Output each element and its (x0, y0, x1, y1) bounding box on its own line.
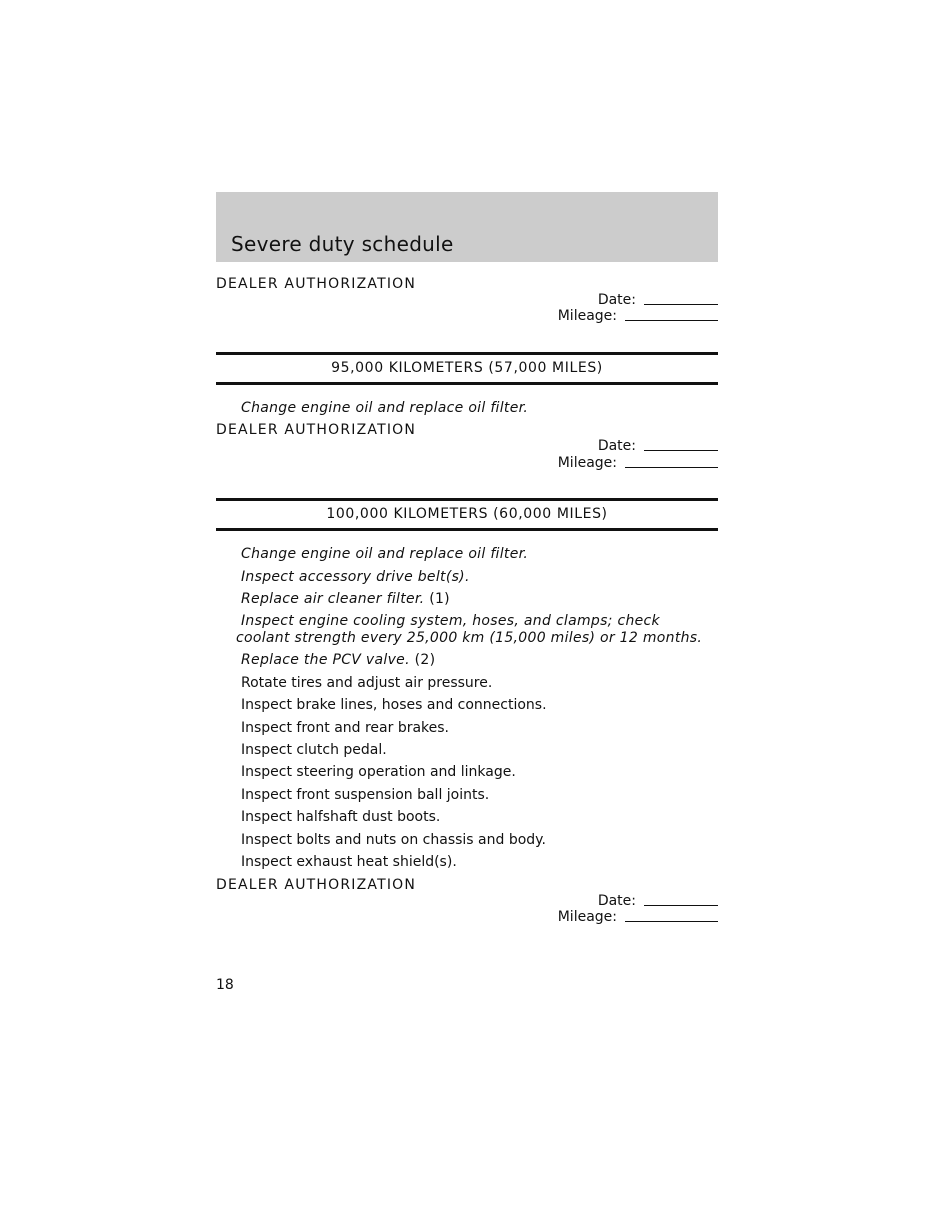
list-item: Inspect brake lines, hoses and connections. (241, 697, 547, 713)
list-item: Inspect bolts and nuts on chassis and body. (241, 832, 546, 848)
mileage-field (558, 909, 718, 925)
dealer-authorization-label: DEALER AUTHORIZATION (216, 422, 417, 438)
date-blank-line (644, 904, 718, 906)
list-item: Inspect clutch pedal. (241, 742, 387, 758)
list-item: Change engine oil and replace oil filter. (241, 546, 529, 562)
list-item: Inspect engine cooling system, hoses, and clamps; check coolant strength every 25,000 km (15,000 miles) or 12 months. (236, 613, 703, 646)
section-rule-bottom (216, 382, 718, 385)
section-rule-bottom (216, 528, 718, 531)
dealer-authorization-label: DEALER AUTHORIZATION (216, 276, 417, 292)
section-rule-top (216, 498, 718, 501)
list-item: Inspect front suspension ball joints. (241, 787, 490, 803)
page-number: 18 (216, 977, 234, 993)
section-title: 100,000 KILOMETERS (60,000 MILES) (326, 506, 608, 522)
footnote-ref: (2) (414, 652, 436, 668)
list-item: Inspect exhaust heat shield(s). (241, 854, 457, 870)
date-field (598, 292, 718, 308)
dealer-authorization-label: DEALER AUTHORIZATION (216, 877, 417, 893)
footnote-ref: (1) (429, 591, 450, 607)
date-blank-line (644, 303, 718, 305)
page-title: Severe duty schedule (231, 232, 454, 256)
list-item: Inspect steering operation and linkage. (241, 764, 516, 780)
date-label: Date: (597, 292, 636, 308)
section-rule-top (216, 352, 718, 355)
date-label: Date: (597, 438, 636, 454)
list-item: Replace the PCV valve. (2) (241, 652, 436, 668)
section-header-band (216, 192, 718, 262)
mileage-label: Mileage: (557, 909, 617, 925)
section-title: 95,000 KILOMETERS (57,000 MILES) (331, 360, 603, 376)
mileage-label: Mileage: (557, 455, 617, 471)
mileage-field (558, 455, 718, 471)
list-item: Inspect halfshaft dust boots. (241, 809, 441, 825)
mileage-blank-line (625, 319, 718, 321)
date-field (598, 893, 718, 909)
mileage-blank-line (625, 466, 718, 468)
list-item: Inspect front and rear brakes. (241, 720, 450, 736)
list-item: Change engine oil and replace oil filter. (241, 400, 529, 416)
mileage-field (558, 308, 718, 324)
date-blank-line (644, 449, 718, 451)
mileage-blank-line (625, 920, 718, 922)
mileage-label: Mileage: (557, 308, 617, 324)
list-item: Rotate tires and adjust air pressure. (241, 675, 493, 691)
date-field (598, 438, 718, 454)
list-item: Inspect accessory drive belt(s). (241, 569, 470, 585)
list-item: Replace air cleaner filter. (1) (241, 591, 450, 607)
date-label: Date: (597, 893, 636, 909)
